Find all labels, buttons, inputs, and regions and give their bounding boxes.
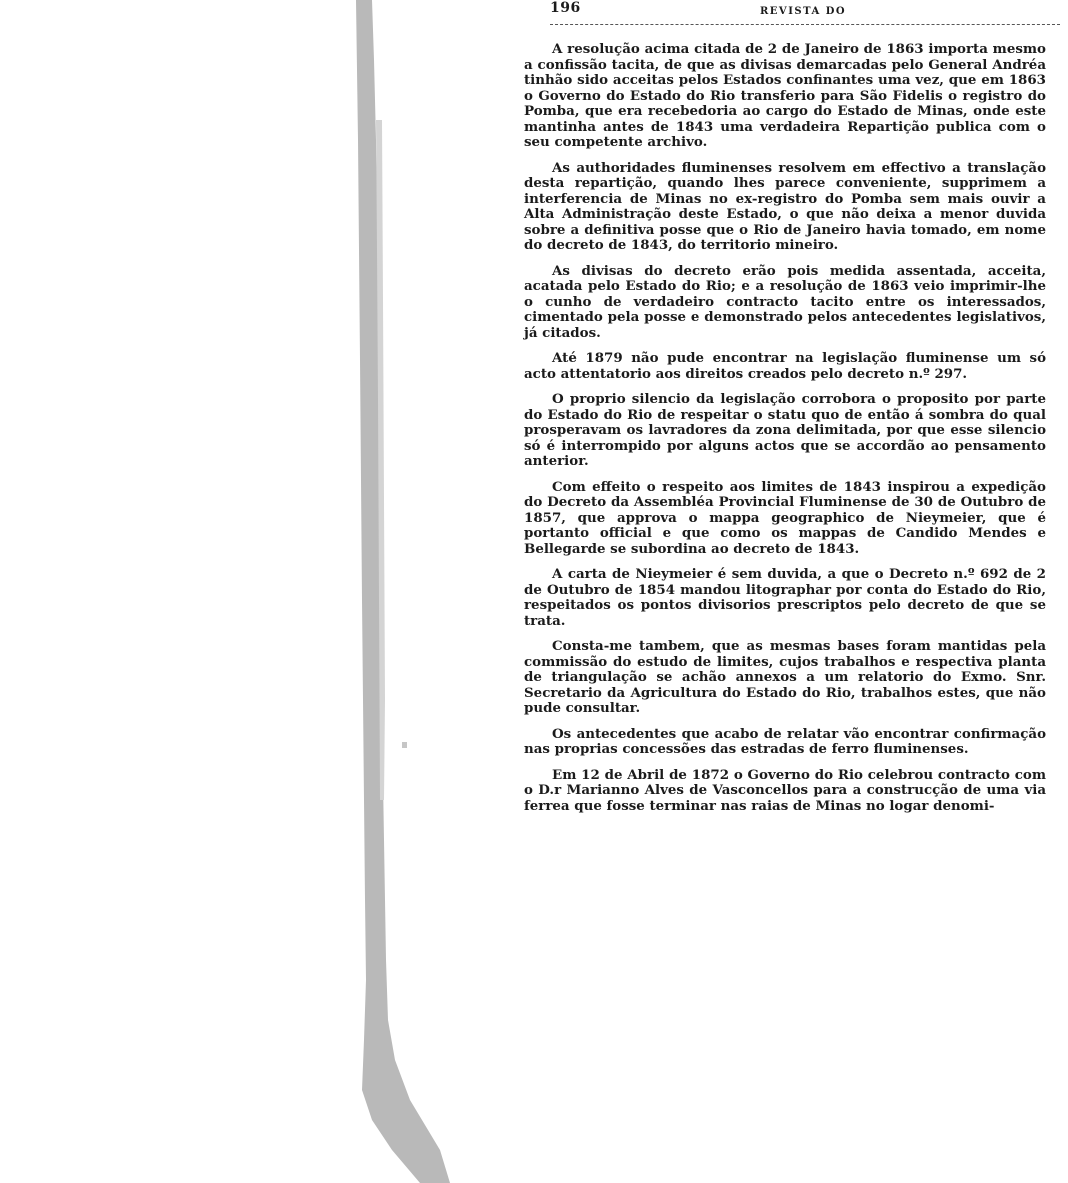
scanned-page-gutter-shadow bbox=[280, 0, 460, 1183]
running-head bbox=[550, 0, 1060, 25]
paragraph: Com effeito o respeito aos limites de 1843 inspirou a expedição do Decreto da Assembléa Provincial Fluminense de 30 de Outubro de 1857, que approva o mappa geographico de Nieymeier, que é portanto official e que como os mappas de Candido Mendes e Bellegarde se subordina ao decreto de 1843. bbox=[524, 478, 1046, 557]
paragraph: As authoridades fluminenses resolvem em effectivo a translação desta repartição, quando lhes parece conveniente, supprimem a interferencia de Minas no ex-registro do Pomba sem mais ouvir a Alta Administração deste Estado, o que não deixa a menor duvida sobre a definitiva posse que o Rio de Janeiro havia tomado, em nome do decreto de 1843, do territorio mineiro. bbox=[524, 159, 1046, 253]
paragraph: As divisas do decreto erão pois medida assentada, acceita, acatada pelo Estado do Rio; e a resolução de 1863 veio imprimir-lhe o cunho de verdadeiro contracto tacito entre os interessados, cimentado pela posse e demonstrado pelos antecedentes legislativos, já citados. bbox=[524, 262, 1046, 341]
paragraph: A resolução acima citada de 2 de Janeiro de 1863 importa mesmo a confissão tacita, de que as divisas demarcadas pelo General Andréa tinhão sido acceitas pelos Estados confinantes uma vez, que em 1863 o Governo do Estado do Rio transferio para São Fidelis o registro do Pomba, que era recebedoria ao cargo do Estado de Minas, onde este mantinha antes de 1843 uma verdadeira Repartição publica com o seu competente archivo. bbox=[524, 41, 1046, 150]
paragraph: Até 1879 não pude encontrar na legislação fluminense um só acto attentatorio aos direitos creados pelo decreto n.º 297. bbox=[524, 350, 1046, 382]
body-text bbox=[524, 42, 1046, 824]
paragraph: Os antecedentes que acabo de relatar vão encontrar confirmação nas proprias concessões das estradas de ferro fluminenses. bbox=[524, 725, 1046, 757]
book-page bbox=[520, 0, 1050, 1183]
paragraph: Em 12 de Abril de 1872 o Governo do Rio celebrou contracto com o D.r Marianno Alves de Vasconcellos para a construcção de uma via ferrea que fosse terminar nas raias de Minas no logar denomi- bbox=[524, 766, 1046, 814]
journal-title: REVISTA DO bbox=[760, 6, 847, 17]
paragraph: Consta-me tambem, que as mesmas bases foram mantidas pela commissão do estudo de limites, cujos trabalhos e respectiva planta de triangulação se achão annexos a um relatorio do Exmo. Snr. Secretario da Agricultura do Estado do Rio, trabalhos estes, que não pude consultar. bbox=[524, 638, 1046, 716]
page-number: 196 bbox=[550, 0, 581, 16]
paragraph: A carta de Nieymeier é sem duvida, a que o Decreto n.º 692 de 2 de Outubro de 1854 mandou litographar por conta do Estado do Rio, respeitados os pontos divisorios prescriptos pelo decreto de que se trata. bbox=[524, 566, 1046, 629]
paragraph: O proprio silencio da legislação corrobora o proposito por parte do Estado do Rio de respeitar o statu quo de então á sombra do qual prosperavam os lavradores da zona delimitada, por que esse silencio só é interrompido por alguns actos que se accordão ao pensamento anterior. bbox=[524, 391, 1046, 469]
